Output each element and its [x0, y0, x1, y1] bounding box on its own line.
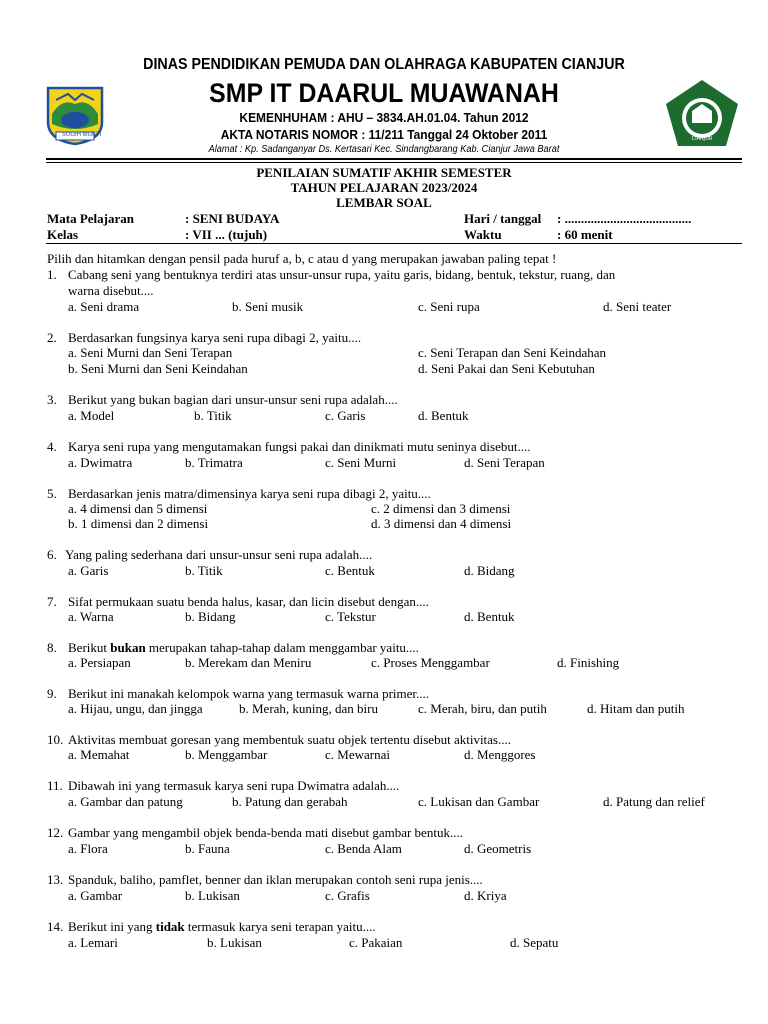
option-d[interactable]: d. Finishing: [557, 655, 620, 670]
option-d[interactable]: d. Geometris: [464, 841, 532, 856]
svg-text:CIANJUR: CIANJUR: [691, 136, 713, 142]
option-a[interactable]: a. Seni drama: [68, 299, 140, 314]
option-c[interactable]: c. Grafis: [325, 888, 370, 903]
question-text: Karya seni rupa yang mengutamakan fungsi pakai dan dinikmati mutu seninya disebut....: [68, 439, 531, 454]
option-c[interactable]: c. 2 dimensi dan 3 dimensi: [371, 501, 511, 516]
option-c[interactable]: c. Pakaian: [349, 935, 403, 950]
question-number: 2.: [47, 330, 57, 345]
school-name: SMP IT DAARUL MUAWANAH: [209, 78, 559, 108]
time-value: : 60 menit: [557, 227, 613, 242]
emphasis-word: bukan: [110, 640, 146, 655]
class-label: Kelas: [47, 227, 79, 242]
option-a[interactable]: a. Dwimatra: [68, 455, 133, 470]
option-d[interactable]: d. Hitam dan putih: [587, 701, 685, 716]
exam-year: TAHUN PELAJARAN 2023/2024: [290, 180, 478, 195]
question-text: Berikut ini yang tidak termasuk karya seni terapan yaitu....: [68, 919, 376, 934]
option-d[interactable]: d. Patung dan relief: [603, 794, 705, 809]
question-number: 6.: [47, 547, 57, 562]
option-c[interactable]: c. Tekstur: [325, 609, 376, 624]
question-text: Cabang seni yang bentuknya terdiri atas unsur-unsur rupa, yaitu garis, bidang, bentuk, tekstur, ruang, dan: [68, 267, 616, 282]
option-a[interactable]: a. Gambar: [68, 888, 123, 903]
subject-value: : SENI BUDAYA: [185, 211, 280, 226]
left-logo-caption: SUGIH MUKTI: [62, 132, 102, 138]
info-rule: [46, 243, 742, 244]
question-text: Berdasarkan fungsinya karya seni rupa dibagi 2, yaitu....: [68, 330, 362, 345]
option-b[interactable]: b. Seni musik: [232, 299, 304, 314]
option-c[interactable]: c. Seni Murni: [325, 455, 397, 470]
option-b[interactable]: b. Fauna: [185, 841, 230, 856]
day-date-value: : .......................................: [557, 211, 692, 226]
question-text: Berikut ini manakah kelompok warna yang termasuk warna primer....: [68, 686, 430, 701]
question-text: Gambar yang mengambil objek benda-benda mati disebut gambar bentuk....: [68, 825, 463, 840]
option-d[interactable]: d. Bentuk: [418, 408, 469, 423]
option-d[interactable]: d. 3 dimensi dan 4 dimensi: [371, 516, 512, 531]
question-text-cont: warna disebut....: [68, 283, 154, 298]
option-c[interactable]: c. Benda Alam: [325, 841, 402, 856]
option-a[interactable]: a. Model: [68, 408, 115, 423]
question-text: Aktivitas membuat goresan yang membentuk suatu objek tertentu disebut aktivitas....: [68, 732, 511, 747]
option-d[interactable]: d. Kriya: [464, 888, 507, 903]
question-text: Berikut yang bukan bagian dari unsur-unsur seni rupa adalah....: [68, 392, 398, 407]
agency-name: DINAS PENDIDIKAN PEMUDA DAN OLAHRAGA KABUPATEN CIANJUR: [143, 56, 625, 73]
question-text: Dibawah ini yang termasuk karya seni rupa Dwimatra adalah....: [68, 778, 400, 793]
option-a[interactable]: a. Seni Murni dan Seni Terapan: [68, 345, 233, 360]
option-d[interactable]: d. Seni Pakai dan Seni Kebutuhan: [418, 361, 595, 376]
header-rule-thin: [46, 162, 742, 163]
option-d[interactable]: d. Sepatu: [510, 935, 559, 950]
option-c[interactable]: c. Garis: [325, 408, 366, 423]
question-number: 10.: [47, 732, 64, 747]
option-d[interactable]: d. Seni Terapan: [464, 455, 545, 470]
exam-sheet-label: LEMBAR SOAL: [336, 195, 432, 210]
option-c[interactable]: c. Proses Menggambar: [371, 655, 490, 670]
kemenhuham-line: KEMENHUHAM : AHU – 3834.AH.01.04. Tahun 2012: [239, 110, 529, 125]
question-number: 7.: [47, 594, 57, 609]
question-number: 3.: [47, 392, 57, 407]
time-label: Waktu: [464, 227, 502, 242]
option-c[interactable]: c. Lukisan dan Gambar: [418, 794, 540, 809]
option-a[interactable]: a. 4 dimensi dan 5 dimensi: [68, 501, 208, 516]
emphasis-word: tidak: [155, 919, 185, 934]
question-number: 1.: [47, 267, 57, 282]
option-a[interactable]: a. Garis: [68, 563, 109, 578]
option-c[interactable]: c. Merah, biru, dan putih: [418, 701, 547, 716]
option-b[interactable]: b. Titik: [194, 408, 232, 423]
question-text: Spanduk, baliho, pamflet, benner dan iklan merupakan contoh seni rupa jenis....: [68, 872, 483, 887]
option-a[interactable]: a. Hijau, ungu, dan jingga: [68, 701, 203, 716]
instruction: Pilih dan hitamkan dengan pensil pada huruf a, b, c atau d yang merupakan jawaban paling tepat !: [47, 251, 557, 266]
option-a[interactable]: a. Persiapan: [68, 655, 131, 670]
question-text: Berikut bukan merupakan tahap-tahap dalam menggambar yaitu....: [68, 640, 419, 655]
question-number: 14.: [47, 919, 64, 934]
option-b[interactable]: b. Patung dan gerabah: [232, 794, 348, 809]
option-b[interactable]: b. Merah, kuning, dan biru: [239, 701, 379, 716]
option-b[interactable]: b. Titik: [185, 563, 223, 578]
option-b[interactable]: b. 1 dimensi dan 2 dimensi: [68, 516, 209, 531]
question-text: Sifat permukaan suatu benda halus, kasar, dan licin disebut dengan....: [68, 594, 429, 609]
option-c[interactable]: c. Seni Terapan dan Seni Keindahan: [418, 345, 607, 360]
exam-title: PENILAIAN SUMATIF AKHIR SEMESTER: [256, 165, 512, 180]
header-rule-thick: [46, 158, 742, 160]
question-number: 12.: [47, 825, 64, 840]
subject-label: Mata Pelajaran: [47, 211, 135, 226]
option-d[interactable]: d. Bentuk: [464, 609, 515, 624]
option-c[interactable]: c. Mewarnai: [325, 747, 390, 762]
option-a[interactable]: a. Flora: [68, 841, 108, 856]
question-text: Yang paling sederhana dari unsur-unsur seni rupa adalah....: [65, 547, 373, 562]
option-a[interactable]: a. Warna: [68, 609, 114, 624]
question-number: 5.: [47, 486, 57, 501]
option-b[interactable]: b. Bidang: [185, 609, 236, 624]
option-c[interactable]: c. Seni rupa: [418, 299, 480, 314]
day-date-label: Hari / tanggal: [464, 211, 542, 226]
question-number: 4.: [47, 439, 57, 454]
class-value: : VII ... (tujuh): [185, 227, 268, 242]
option-a[interactable]: a. Gambar dan patung: [68, 794, 183, 809]
question-number: 13.: [47, 872, 64, 887]
question-number: 8.: [47, 640, 57, 655]
option-d[interactable]: d. Menggores: [464, 747, 536, 762]
option-d[interactable]: d. Seni teater: [603, 299, 672, 314]
option-c[interactable]: c. Bentuk: [325, 563, 375, 578]
question-number: 11.: [47, 778, 63, 793]
akta-line: AKTA NOTARIS NOMOR : 11/211 Tanggal 24 Oktober 2011: [220, 127, 548, 142]
option-b[interactable]: b. Merekam dan Meniru: [185, 655, 312, 670]
address-line: Alamat : Kp. Sadanganyar Ds. Kertasari Kec. Sindangbarang Kab. Cianjur Jawa Barat: [208, 144, 560, 155]
option-b[interactable]: b. Menggambar: [185, 747, 268, 762]
option-d[interactable]: d. Bidang: [464, 563, 515, 578]
option-b[interactable]: b. Seni Murni dan Seni Keindahan: [68, 361, 248, 376]
option-a[interactable]: a. Memahat: [68, 747, 130, 762]
option-b[interactable]: b. Trimatra: [185, 455, 243, 470]
option-b[interactable]: b. Lukisan: [207, 935, 262, 950]
option-a[interactable]: a. Lemari: [68, 935, 118, 950]
question-number: 9.: [47, 686, 57, 701]
option-b[interactable]: b. Lukisan: [185, 888, 240, 903]
question-text: Berdasarkan jenis matra/dimensinya karya seni rupa dibagi 2, yaitu....: [68, 486, 431, 501]
